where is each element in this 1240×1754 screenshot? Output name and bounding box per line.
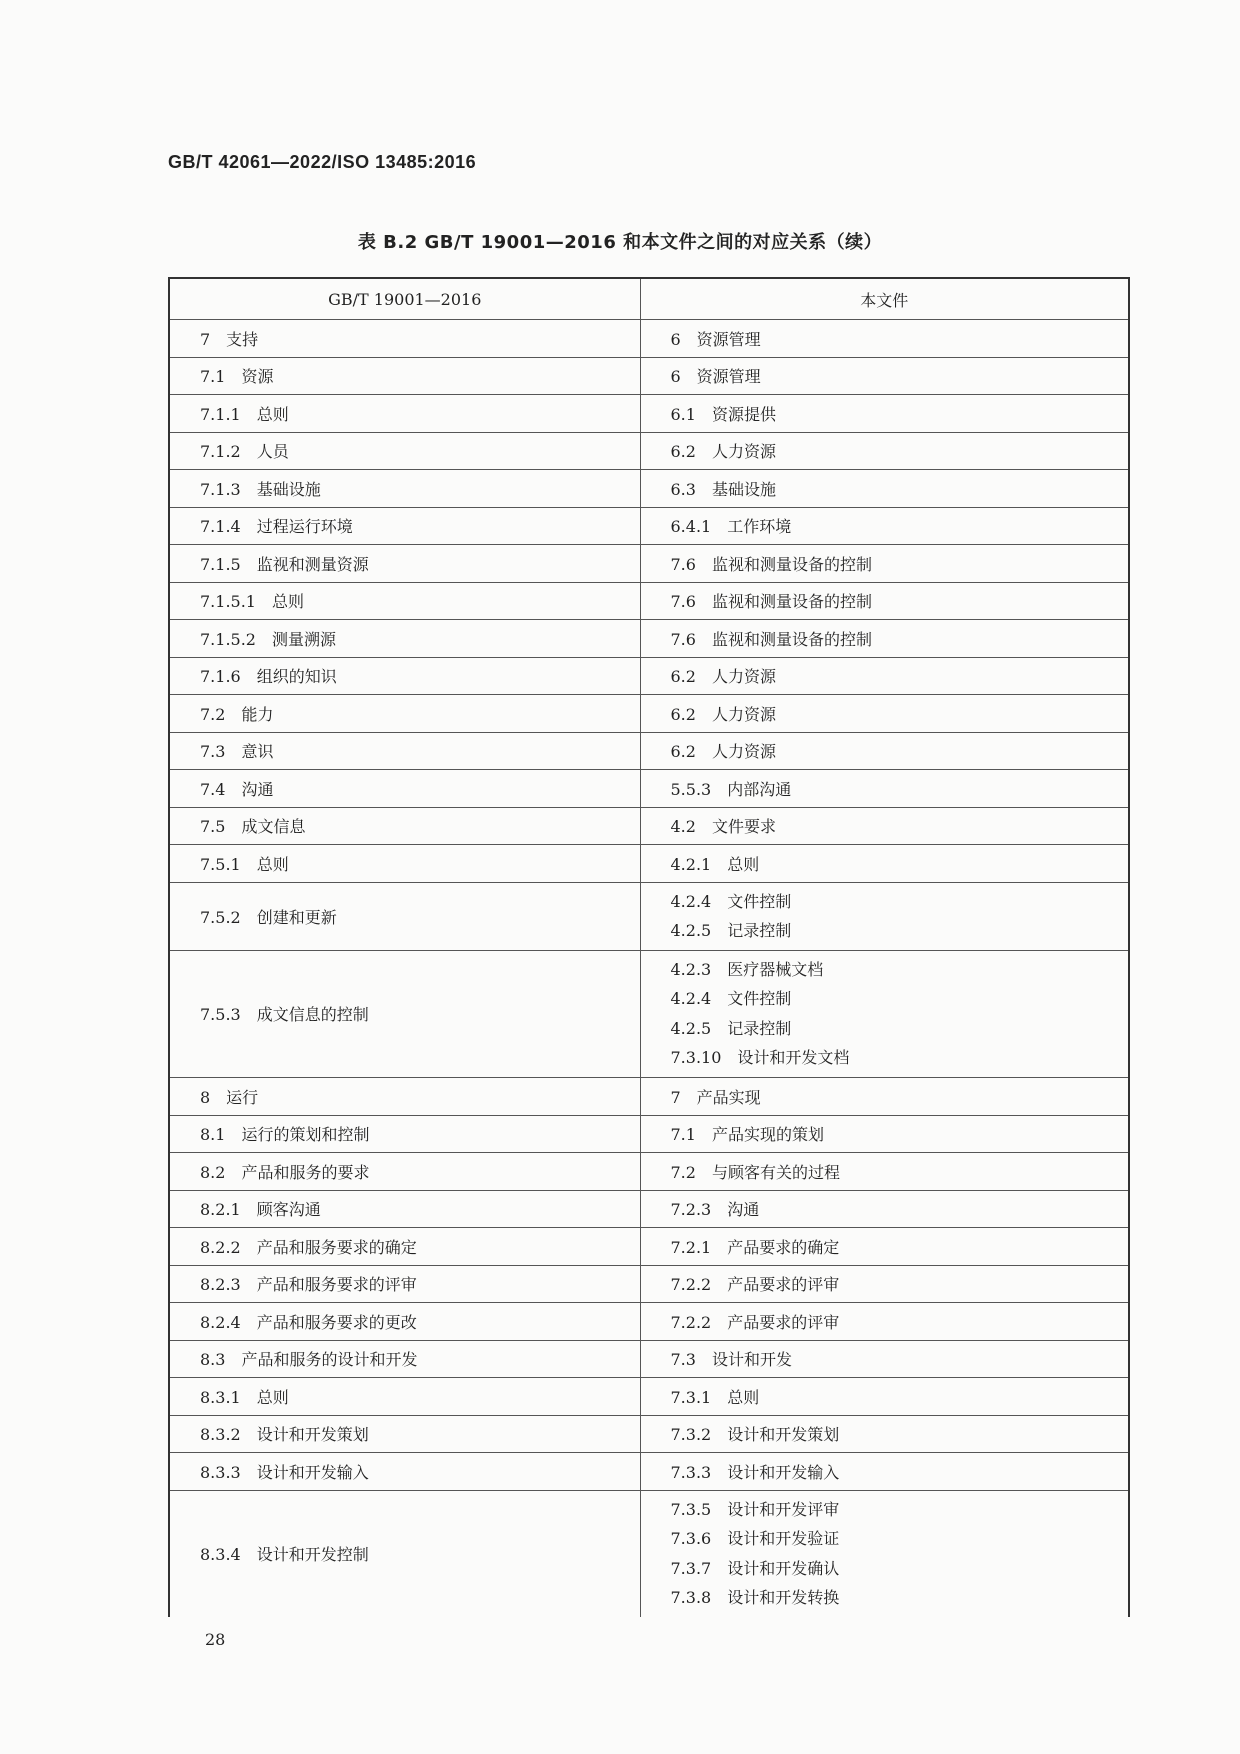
- table-row: [169, 320, 1129, 358]
- clause-entry: 6 资源管理: [670, 367, 761, 387]
- this-document-clause-cell: [640, 1078, 1129, 1116]
- this-document-clause-cell: [640, 695, 1129, 733]
- gbt19001-clause-cell: 7.1.4 过程运行环境: [169, 507, 640, 545]
- table-row: [169, 1378, 1129, 1416]
- table-header-row: [169, 278, 1129, 320]
- table-body: [169, 320, 1129, 1617]
- clause-entry: 7 产品实现: [670, 1087, 761, 1107]
- this-document-clause-cell: [640, 1490, 1129, 1617]
- this-document-clause-cell: [640, 432, 1129, 470]
- table-row: [169, 1115, 1129, 1153]
- clause-entry: 6.2 人力资源: [670, 442, 776, 462]
- gbt19001-clause-cell: 8.2 产品和服务的要求: [169, 1153, 640, 1191]
- table-row: [169, 770, 1129, 808]
- this-document-clause-cell: [640, 395, 1129, 433]
- table-row: [169, 1415, 1129, 1453]
- clause-entry: 6.2 人力资源: [670, 667, 776, 687]
- clause-entry: 6.4.1 工作环境: [670, 517, 792, 537]
- this-document-clause-cell: [640, 657, 1129, 695]
- clause-entry: 7.3.10 设计和开发文档: [670, 1048, 850, 1068]
- table-row: [169, 470, 1129, 508]
- clause-entry: 7.2 与顾客有关的过程: [670, 1162, 840, 1182]
- table-row: [169, 845, 1129, 883]
- clause-entry: 5.5.3 内部沟通: [670, 779, 792, 799]
- gbt19001-clause-cell: 7.1 资源: [169, 357, 640, 395]
- gbt19001-clause-cell: 8.1 运行的策划和控制: [169, 1115, 640, 1153]
- table-row: [169, 620, 1129, 658]
- clause-entry: 6.2 人力资源: [670, 704, 776, 724]
- clause-entry: 4.2 文件要求: [670, 817, 776, 837]
- clause-entry: 7.2.2 产品要求的评审: [670, 1275, 840, 1295]
- clause-entry: 6.1 资源提供: [670, 404, 776, 424]
- this-document-clause-cell: [640, 1228, 1129, 1266]
- clause-entry: 6.2 人力资源: [670, 742, 776, 762]
- clause-entry: 7.3.7 设计和开发确认: [670, 1558, 840, 1578]
- gbt19001-clause-cell: 8.3.2 设计和开发策划: [169, 1415, 640, 1453]
- clause-entry: 7.6 监视和测量设备的控制: [670, 592, 872, 612]
- clause-entry: 7.3.2 设计和开发策划: [670, 1425, 840, 1445]
- this-document-clause-cell: [640, 320, 1129, 358]
- clause-entry: 7.3 设计和开发: [670, 1350, 792, 1370]
- standard-number-header: GB/T 42061—2022/ISO 13485:2016: [168, 152, 477, 172]
- gbt19001-clause-cell: 8.2.3 产品和服务要求的评审: [169, 1265, 640, 1303]
- this-document-clause-cell: [640, 1265, 1129, 1303]
- clause-entry: 4.2.4 文件控制: [670, 989, 792, 1009]
- gbt19001-clause-cell: 7.1.5 监视和测量资源: [169, 545, 640, 583]
- table-row: [169, 1078, 1129, 1116]
- clause-entry: 6 资源管理: [670, 329, 761, 349]
- this-document-clause-cell: [640, 882, 1129, 950]
- clause-entry: 7.1 产品实现的策划: [670, 1125, 824, 1145]
- this-document-clause-cell: [640, 1340, 1129, 1378]
- table-row: [169, 432, 1129, 470]
- clause-entry: 4.2.4 文件控制: [670, 891, 792, 911]
- table-row: [169, 807, 1129, 845]
- gbt19001-clause-cell: 7.1.2 人员: [169, 432, 640, 470]
- table-row: [169, 1265, 1129, 1303]
- gbt19001-clause-cell: 7.1.5.2 测量溯源: [169, 620, 640, 658]
- table-row: [169, 882, 1129, 950]
- this-document-clause-cell: [640, 770, 1129, 808]
- clause-entry: 7.3.6 设计和开发验证: [670, 1529, 840, 1549]
- clause-entry: 7.6 监视和测量设备的控制: [670, 629, 872, 649]
- gbt19001-clause-cell: 7.5.2 创建和更新: [169, 882, 640, 950]
- gbt19001-clause-cell: 7.1.3 基础设施: [169, 470, 640, 508]
- clause-entry: 6.3 基础设施: [670, 479, 776, 499]
- gbt19001-clause-cell: 7.1.6 组织的知识: [169, 657, 640, 695]
- table-row: [169, 357, 1129, 395]
- this-document-clause-cell: [640, 1153, 1129, 1191]
- gbt19001-clause-cell: 8.3.1 总则: [169, 1378, 640, 1416]
- this-document-clause-cell: [640, 732, 1129, 770]
- clause-entry: 4.2.5 记录控制: [670, 921, 792, 941]
- table-row: [169, 950, 1129, 1077]
- this-document-clause-cell: [640, 950, 1129, 1077]
- gbt19001-clause-cell: 8 运行: [169, 1078, 640, 1116]
- clause-entry: 7.3.8 设计和开发转换: [670, 1588, 840, 1608]
- gbt19001-clause-cell: 7.3 意识: [169, 732, 640, 770]
- this-document-clause-cell: [640, 807, 1129, 845]
- this-document-clause-cell: [640, 1190, 1129, 1228]
- clause-entry: 7.6 监视和测量设备的控制: [670, 554, 872, 574]
- correspondence-table: [168, 277, 1130, 1617]
- table-row: [169, 545, 1129, 583]
- clause-entry: 7.2.1 产品要求的确定: [670, 1237, 840, 1257]
- gbt19001-clause-cell: 8.2.4 产品和服务要求的更改: [169, 1303, 640, 1341]
- gbt19001-clause-cell: 7.1.1 总则: [169, 395, 640, 433]
- this-document-clause-cell: [640, 582, 1129, 620]
- clause-entry: 7.3.3 设计和开发输入: [670, 1462, 840, 1482]
- this-document-clause-cell: [640, 357, 1129, 395]
- table-row: [169, 582, 1129, 620]
- page-number: 28: [205, 1630, 226, 1649]
- clause-entry: 7.2.3 沟通: [670, 1200, 760, 1220]
- table-row: [169, 1190, 1129, 1228]
- gbt19001-clause-cell: 8.3.3 设计和开发输入: [169, 1453, 640, 1491]
- table-row: [169, 1303, 1129, 1341]
- clause-entry: 4.2.1 总则: [670, 854, 760, 874]
- this-document-clause-cell: [640, 845, 1129, 883]
- gbt19001-clause-cell: 7.2 能力: [169, 695, 640, 733]
- column-header-gbt19001: GB/T 19001—2016: [169, 278, 640, 320]
- gbt19001-clause-cell: 7.5 成文信息: [169, 807, 640, 845]
- column-header-this-document: 本文件: [640, 278, 1129, 320]
- this-document-clause-cell: [640, 1303, 1129, 1341]
- gbt19001-clause-cell: 8.3.4 设计和开发控制: [169, 1490, 640, 1617]
- gbt19001-clause-cell: 7.1.5.1 总则: [169, 582, 640, 620]
- this-document-clause-cell: [640, 1115, 1129, 1153]
- table-row: [169, 1153, 1129, 1191]
- gbt19001-clause-cell: 7.5.1 总则: [169, 845, 640, 883]
- this-document-clause-cell: [640, 1378, 1129, 1416]
- table-row: [169, 1453, 1129, 1491]
- this-document-clause-cell: [640, 470, 1129, 508]
- gbt19001-clause-cell: 7.5.3 成文信息的控制: [169, 950, 640, 1077]
- table-caption: 表 B.2 GB/T 19001—2016 和本文件之间的对应关系（续）: [357, 232, 883, 253]
- table-row: [169, 395, 1129, 433]
- clause-entry: 7.3.5 设计和开发评审: [670, 1499, 840, 1519]
- clause-entry: 7.2.2 产品要求的评审: [670, 1312, 840, 1332]
- this-document-clause-cell: [640, 620, 1129, 658]
- table-row: [169, 695, 1129, 733]
- gbt19001-clause-cell: 8.3 产品和服务的设计和开发: [169, 1340, 640, 1378]
- clause-entry: 4.2.3 医疗器械文档: [670, 959, 824, 979]
- this-document-clause-cell: [640, 545, 1129, 583]
- gbt19001-clause-cell: 7.4 沟通: [169, 770, 640, 808]
- gbt19001-clause-cell: 7 支持: [169, 320, 640, 358]
- table-row: [169, 732, 1129, 770]
- table-row: [169, 1340, 1129, 1378]
- this-document-clause-cell: [640, 507, 1129, 545]
- table-row: [169, 1228, 1129, 1266]
- this-document-clause-cell: [640, 1415, 1129, 1453]
- table-row: [169, 1490, 1129, 1617]
- table-row: [169, 507, 1129, 545]
- this-document-clause-cell: [640, 1453, 1129, 1491]
- clause-entry: 7.3.1 总则: [670, 1387, 760, 1407]
- gbt19001-clause-cell: 8.2.1 顾客沟通: [169, 1190, 640, 1228]
- table-row: [169, 657, 1129, 695]
- clause-entry: 4.2.5 记录控制: [670, 1018, 792, 1038]
- gbt19001-clause-cell: 8.2.2 产品和服务要求的确定: [169, 1228, 640, 1266]
